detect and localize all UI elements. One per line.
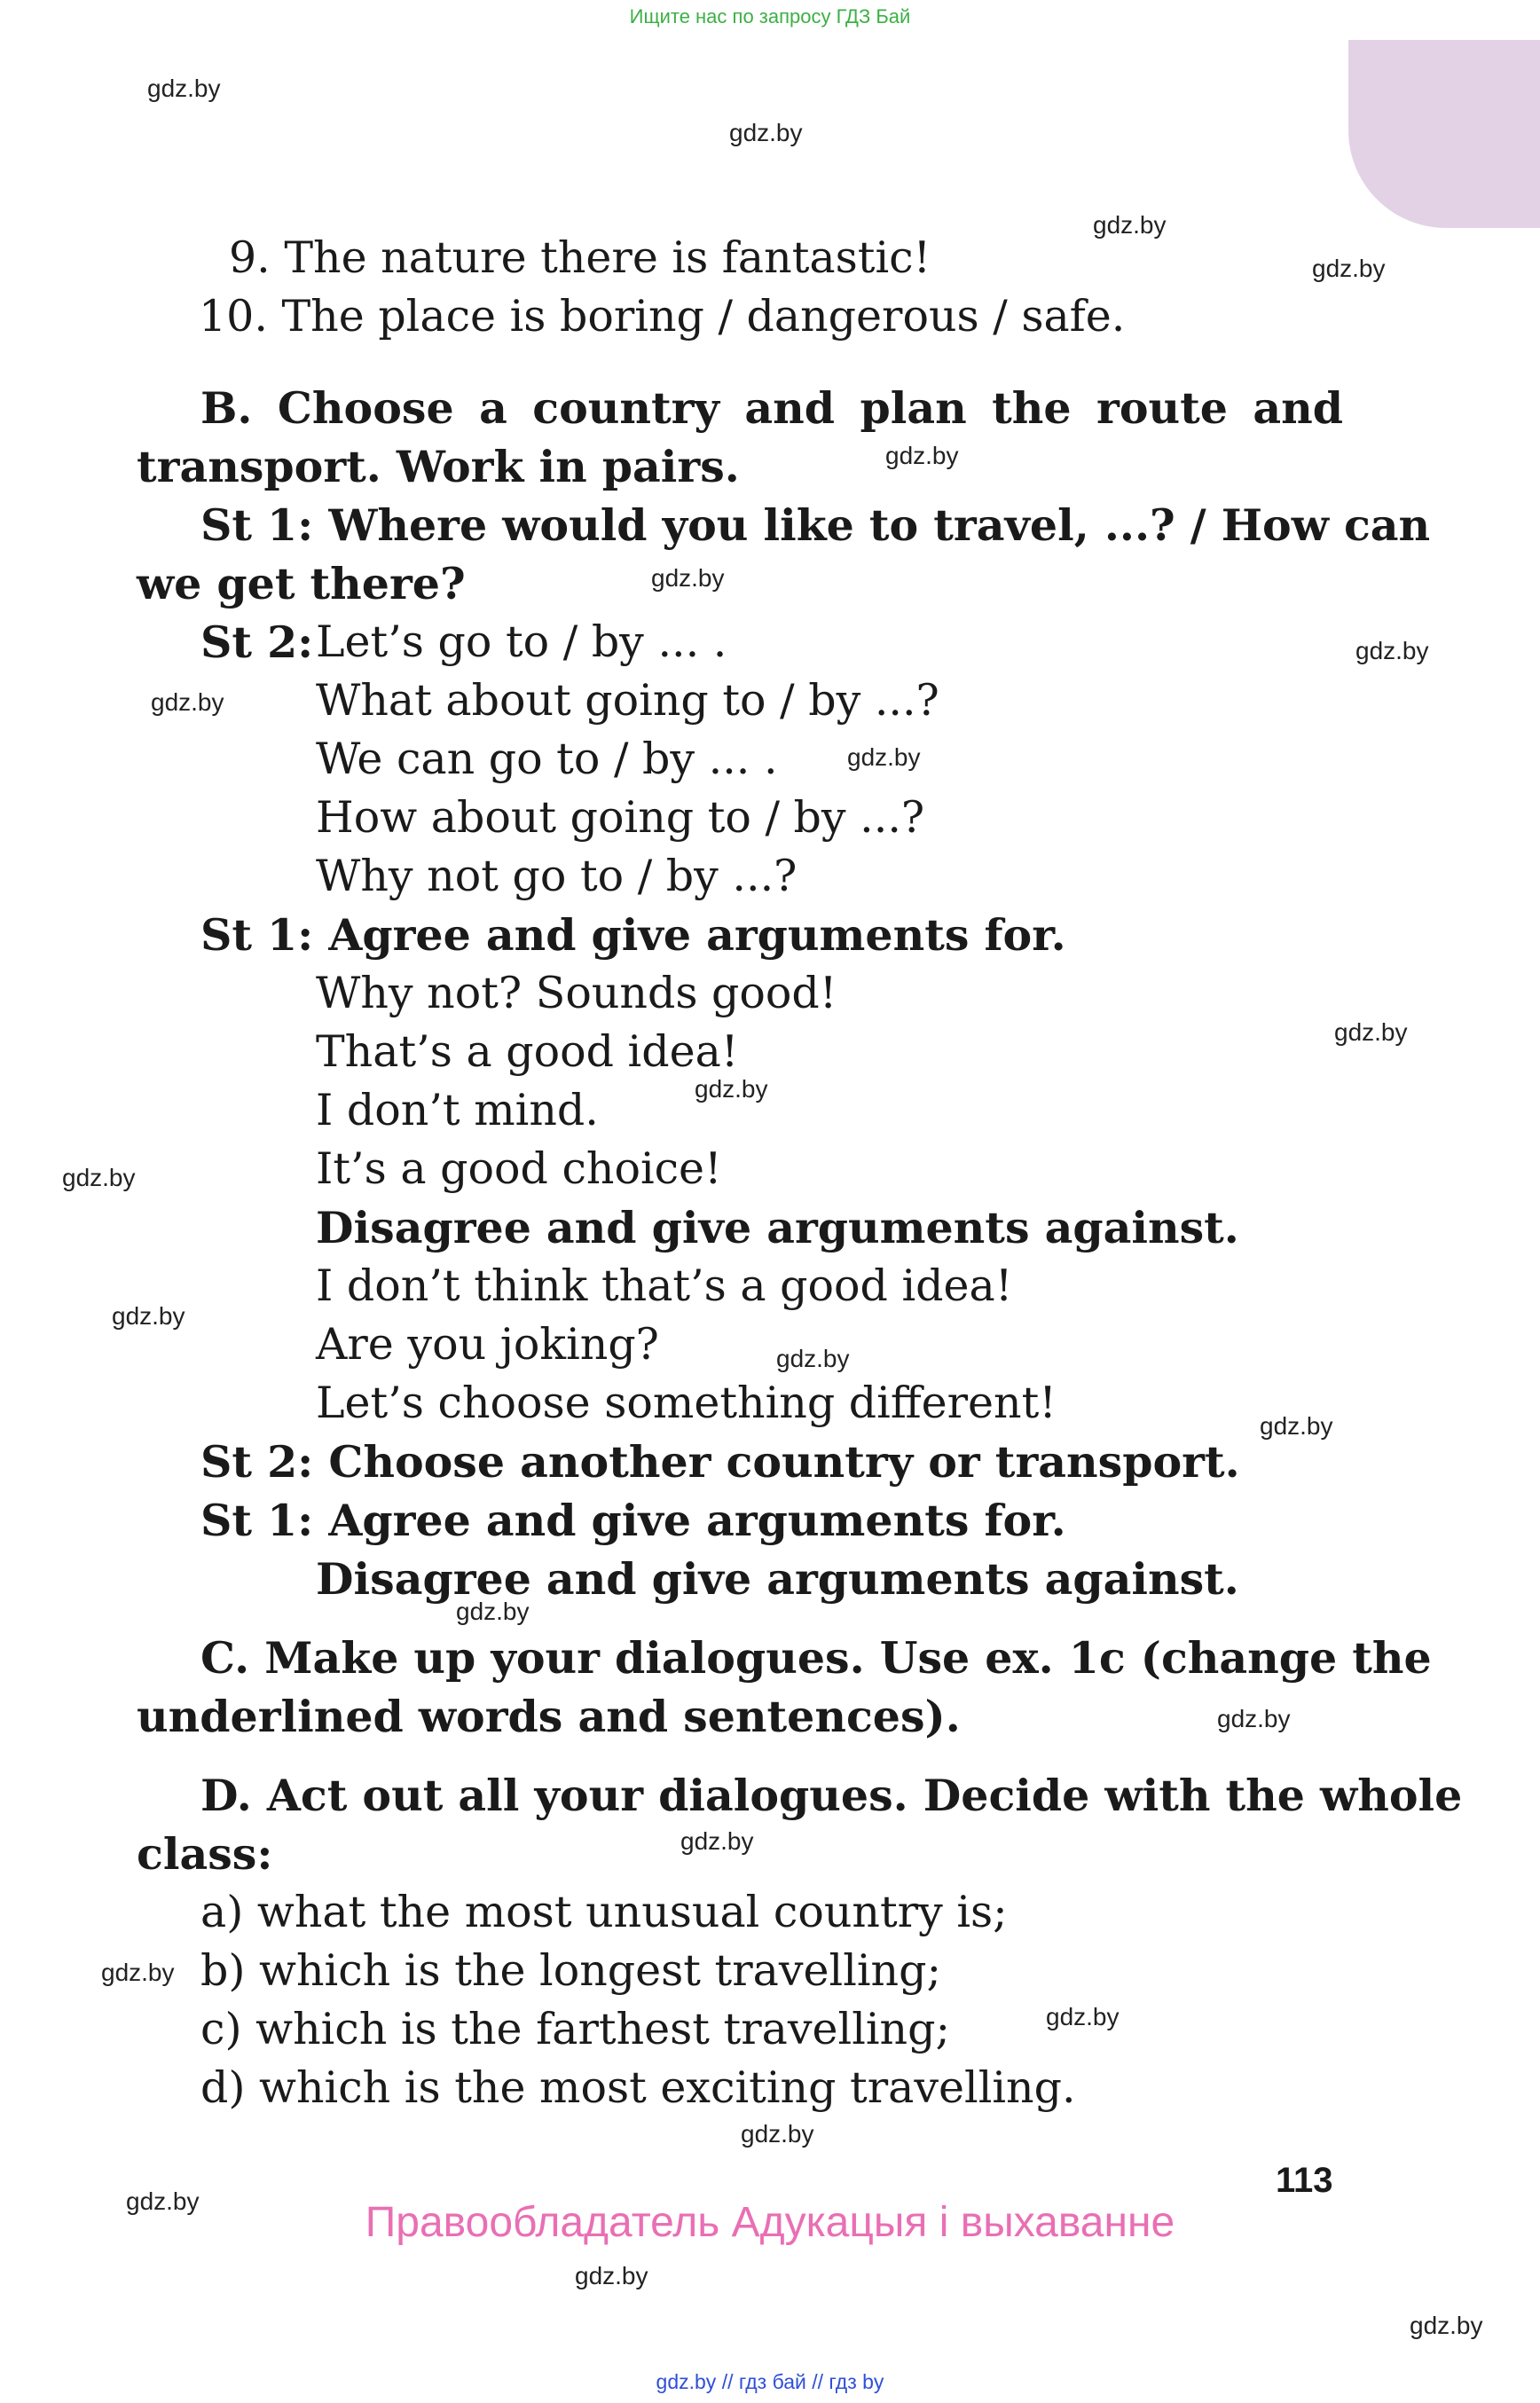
disagree-phrase: I don’t think that’s a good idea! [316, 1260, 1013, 1311]
task-d-option: d) which is the most exciting travelling. [200, 2062, 1076, 2113]
watermark: gdz.by [1260, 1412, 1333, 1440]
list-item-9: 9. The nature there is fantastic! [229, 232, 931, 283]
st2-choose-another: St 2: Choose another country or transport. [200, 1436, 1240, 1488]
st1-agree-heading: St 1: Agree and give arguments for. [200, 909, 1066, 961]
agree-phrase: It’s a good choice! [316, 1143, 722, 1194]
agree-phrase: I don’t mind. [316, 1085, 599, 1135]
task-c-heading: C. Make up your dialogues. Use ex. 1c (change the [200, 1632, 1432, 1684]
watermark: gdz.by [885, 442, 959, 469]
watermark: gdz.by [729, 119, 803, 146]
disagree-heading: Disagree and give arguments against. [316, 1553, 1239, 1605]
watermark: gdz.by [1046, 2003, 1120, 2030]
watermark: gdz.by [147, 75, 221, 102]
bottom-links[interactable]: gdz.by // гдз бай // гдз by [656, 2370, 884, 2393]
watermark: gdz.by [101, 1959, 175, 1986]
task-b-heading: B. Choose a country and plan the route and [200, 382, 1343, 434]
watermark: gdz.by [776, 1345, 850, 1372]
watermark: gdz.by [651, 564, 725, 592]
st1-question-cont: we get there? [137, 558, 466, 609]
top-banner[interactable]: Ищите нас по запросу ГДЗ Бай [629, 5, 911, 27]
st2-option: How about going to / by ...? [316, 792, 925, 843]
st2-option: Let’s go to / by ... . [316, 616, 727, 667]
watermark: gdz.by [1355, 637, 1429, 664]
watermark: gdz.by [741, 2120, 814, 2148]
watermark: gdz.by [847, 743, 921, 771]
st2-option: What about going to / by ...? [316, 675, 939, 726]
watermark: gdz.by [1217, 1705, 1291, 1732]
watermark: gdz.by [575, 2262, 648, 2289]
watermark: gdz.by [695, 1075, 768, 1103]
st1-question: St 1: Where would you like to travel, ...? / How can [200, 499, 1431, 551]
watermark: gdz.by [1334, 1018, 1408, 1046]
corner-tab [1348, 40, 1540, 228]
disagree-phrase: Let’s choose something different! [316, 1378, 1057, 1428]
watermark: gdz.by [151, 688, 224, 716]
watermark: gdz.by [1410, 2312, 1483, 2339]
task-b-heading-cont: transport. Work in pairs. [137, 441, 740, 492]
disagree-phrase: Are you joking? [316, 1319, 659, 1370]
list-item-10: 10. The place is boring / dangerous / safe. [199, 291, 1126, 342]
task-d-heading-cont: class: [137, 1828, 273, 1880]
task-d-option: c) which is the farthest travelling; [200, 2004, 950, 2054]
st2-option: Why not go to / by ...? [316, 851, 798, 901]
disagree-heading: Disagree and give arguments against. [316, 1202, 1239, 1253]
st2-label: St 2: [200, 616, 314, 668]
task-c-heading-cont: underlined words and sentences). [137, 1691, 961, 1742]
watermark: gdz.by [62, 1164, 136, 1191]
watermark: gdz.by [456, 1598, 530, 1625]
st2-option: We can go to / by ... . [316, 734, 778, 784]
task-d-heading: D. Act out all your dialogues. Decide with the whole [200, 1770, 1463, 1821]
copyright-notice: Правообладатель Адукацыя і выхаванне [365, 2199, 1175, 2246]
st1-agree-heading: St 1: Agree and give arguments for. [200, 1495, 1066, 1546]
watermark: gdz.by [1312, 255, 1386, 282]
page-number: 113 [1276, 2161, 1333, 2200]
watermark: gdz.by [1093, 211, 1167, 239]
watermark: gdz.by [112, 1302, 185, 1330]
agree-phrase: That’s a good idea! [316, 1026, 739, 1077]
watermark: gdz.by [126, 2187, 200, 2215]
task-d-option: b) which is the longest travelling; [200, 1945, 941, 1996]
task-d-option: a) what the most unusual country is; [200, 1887, 1008, 1937]
watermark: gdz.by [680, 1827, 754, 1855]
agree-phrase: Why not? Sounds good! [316, 968, 837, 1018]
